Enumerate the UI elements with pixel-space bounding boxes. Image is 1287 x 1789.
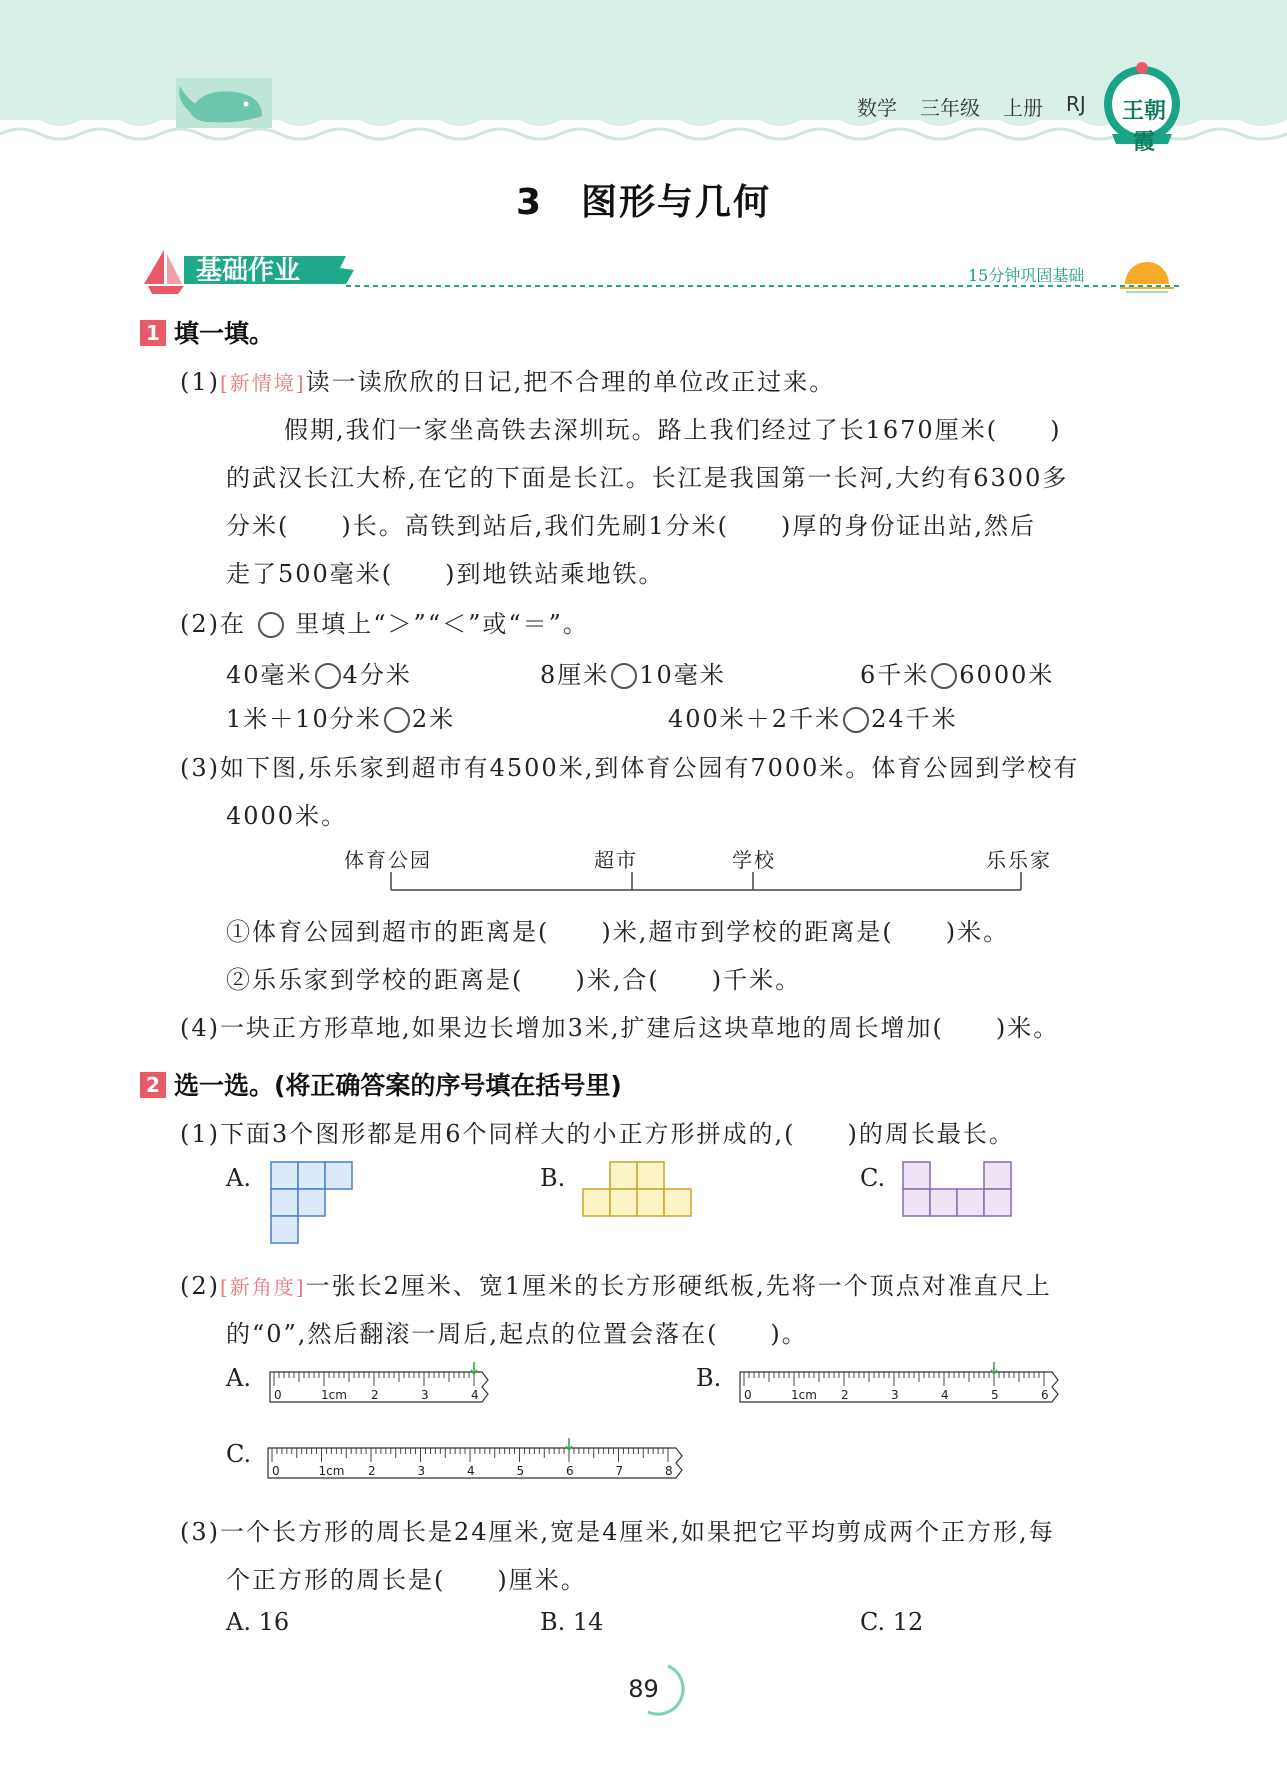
option-c-label[interactable]: C. [860,1164,886,1192]
ruler-tick-label: 1cm [791,1388,817,1402]
ruler-a [268,1362,508,1422]
q2-number: 2 [140,1072,166,1098]
option-b-label[interactable]: B. [540,1164,566,1192]
ruler-tick-label: 2 [841,1388,849,1402]
answer-circle[interactable] [931,663,957,689]
ruler-b [738,1362,1078,1422]
ruler-tick-label: 0 [272,1464,280,1478]
grade-label: 三年级 [920,96,980,120]
label-market: 超市 [594,848,638,872]
ruler-tick-label: 4 [941,1388,949,1402]
distance-line [380,868,1040,896]
option-b[interactable]: B. 14 [540,1608,604,1636]
q2-heading: 2 选一选。(将正确答案的序号填在括号里) [140,1066,622,1102]
diary-line-3: 分米( )长。高铁到站后,我们先刷1分米( )厚的身份证出站,然后 [226,512,1036,540]
sailboat-icon [144,250,184,294]
q2-2-line-1: (2)[新角度]一张长2厘米、宽1厘米的长方形硬纸板,先将一个顶点对准直尺上 [180,1272,1052,1300]
volume-label: 上册 [1003,96,1043,120]
option-c[interactable]: C. 12 [860,1608,924,1636]
ruler-tick-label: 5 [991,1388,999,1402]
answer-circle[interactable] [384,707,410,733]
ruler-c [266,1438,706,1498]
ruler-tick-label: 1cm [321,1388,347,1402]
ruler-tick-label: 0 [274,1388,282,1402]
ruler-tick-label: 5 [516,1464,525,1478]
section-label: 基础作业 [196,256,301,286]
new-context-tag: [新情境] [220,371,306,395]
header-band [0,0,1287,160]
ruler-tick-label: 8 [665,1464,673,1478]
compare-circle-icon [258,612,284,638]
label-school: 学校 [732,848,776,872]
page-number: 89 [628,1675,659,1703]
q1-3-sub-2: ②乐乐家到学校的距离是( )米,合( )千米。 [226,966,802,994]
ruler-tick-label: 0 [744,1388,752,1402]
sunset-icon [1120,262,1174,292]
compare-item-4: 1米＋10分米 2米 [226,705,456,733]
diary-line-1: 假期,我们一家坐高铁去深圳玩。路上我们经过了长1670厘米( ) [284,416,1062,444]
answer-circle[interactable] [315,663,341,689]
ruler-arrow [991,1362,997,1374]
diary-line-4: 走了500毫米( )到地铁站乘地铁。 [226,560,665,588]
ruler-tick-label: 3 [417,1464,426,1478]
shape-c [902,1161,1014,1219]
option-c-label[interactable]: C. [226,1440,252,1468]
label-park: 体育公园 [344,848,432,872]
logo-text: 王朝霞 [1121,98,1166,155]
option-a-label[interactable]: A. [226,1364,251,1392]
q1-number: 1 [140,320,166,346]
ruler-arrow [566,1438,572,1450]
ruler-tick-label: 3 [891,1388,899,1402]
ruler-tick-label: 3 [421,1388,429,1402]
q2-3-line-1: (3)一个长方形的周长是24厘米,宽是4厘米,如果把它平均剪成两个正方形,每 [180,1518,1055,1546]
ruler-tick-label: 1cm [318,1464,345,1478]
option-a-label[interactable]: A. [226,1164,251,1192]
ruler-arrow [471,1362,477,1374]
q1-2-intro: (2)在 里填上“＞”“＜”或“＝”。 [180,610,589,638]
answer-circle[interactable] [843,707,869,733]
label-home: 乐乐家 [986,848,1052,872]
ruler-tick-label: 4 [471,1388,479,1402]
new-angle-tag: [新角度] [220,1275,306,1299]
compare-item-2: 8厘米 10毫米 [540,661,726,689]
compare-item-1: 40毫米 4分米 [226,661,412,689]
ruler-tick-label: 4 [467,1464,475,1478]
q1-3-line-2: 4000米。 [226,802,348,830]
q1-3-line-1: (3)如下图,乐乐家到超市有4500米,到体育公园有7000米。体育公园到学校有 [180,754,1080,782]
compare-item-3: 6千米 6000米 [860,661,1055,689]
ruler-tick-label: 6 [566,1464,574,1478]
diary-line-2: 的武汉长江大桥,在它的下面是长江。长江是我国第一长河,大约有6300多 [226,464,1069,492]
compare-item-5: 400米＋2千米 24千米 [668,705,958,733]
ruler-tick-label: 6 [1041,1388,1049,1402]
q1-heading: 1 填一填。 [140,314,274,350]
option-b-label[interactable]: B. [696,1364,722,1392]
ruler-tick-label: 2 [368,1464,376,1478]
q1-1-intro: (1)[新情境]读一读欣欣的日记,把不合理的单位改正过来。 [180,368,836,396]
q1-4: (4)一块正方形草地,如果边长增加3米,扩建后这块草地的周长增加( )米。 [180,1014,1060,1042]
option-a[interactable]: A. 16 [226,1608,290,1636]
q1-3-sub-1: ①体育公园到超市的距离是( )米,超市到学校的距离是( )米。 [226,918,1010,946]
shape-a [270,1161,354,1245]
page-title: 3 图形与几何 [515,182,772,223]
ruler-tick-label: 2 [371,1388,379,1402]
shape-b [582,1161,694,1219]
section-note: 15分钟巩固基础 [968,266,1085,285]
answer-circle[interactable] [611,663,637,689]
edition-label: RJ [1066,92,1086,116]
q2-2-line-2: 的“0”,然后翻滚一周后,起点的位置会落在( )。 [226,1320,808,1348]
ruler-tick-label: 7 [615,1464,624,1478]
whale-icon [176,78,272,128]
subject-label: 数学 [857,96,897,120]
q2-3-line-2: 个正方形的周长是( )厘米。 [226,1566,587,1594]
q2-1: (1)下面3个图形都是用6个同样大的小正方形拼成的,( )的周长最长。 [180,1120,1015,1148]
